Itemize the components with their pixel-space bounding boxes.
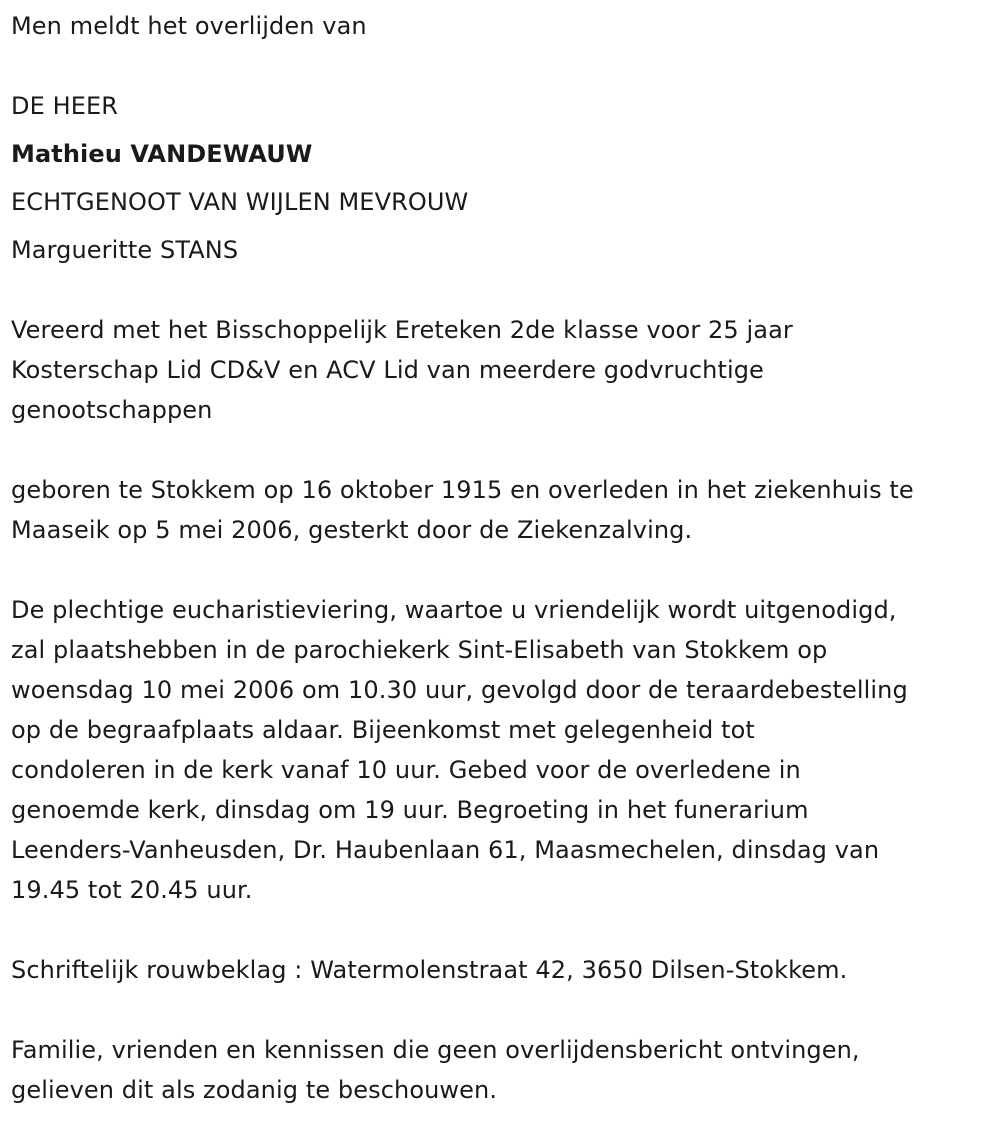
ceremony-line: zal plaatshebben in de parochiekerk Sint-Elisabeth van Stokkem op bbox=[11, 636, 828, 664]
spouse-label: ECHTGENOOT VAN WIJLEN MEVROUW bbox=[11, 188, 469, 216]
spouse-name: Margueritte STANS bbox=[11, 236, 239, 264]
ceremony-line: woensdag 10 mei 2006 om 10.30 uur, gevolgd door de teraardebestelling bbox=[11, 676, 908, 704]
honors-line: genootschappen bbox=[11, 396, 213, 424]
closing-line: Familie, vrienden en kennissen die geen overlijdensbericht ontvingen, bbox=[11, 1036, 860, 1064]
condolence-address: Schriftelijk rouwbeklag : Watermolenstraat 42, 3650 Dilsen-Stokkem. bbox=[11, 956, 848, 984]
ceremony-line: genoemde kerk, dinsdag om 19 uur. Begroeting in het funerarium bbox=[11, 796, 809, 824]
ceremony-line: 19.45 tot 20.45 uur. bbox=[11, 876, 253, 904]
closing-line: gelieven dit als zodanig te beschouwen. bbox=[11, 1076, 498, 1104]
birth-death-line: geboren te Stokkem op 16 oktober 1915 en overleden in het ziekenhuis te bbox=[11, 476, 914, 504]
ceremony-line: Leenders-Vanheusden, Dr. Haubenlaan 61, Maasmechelen, dinsdag van bbox=[11, 836, 880, 864]
intro-text: Men meldt het overlijden van bbox=[11, 12, 367, 40]
birth-death-line: Maaseik op 5 mei 2006, gesterkt door de Ziekenzalving. bbox=[11, 516, 693, 544]
ceremony-line: op de begraafplaats aldaar. Bijeenkomst met gelegenheid tot bbox=[11, 716, 755, 744]
honors-line: Vereerd met het Bisschoppelijk Ereteken 2de klasse voor 25 jaar bbox=[11, 316, 793, 344]
ceremony-line: condoleren in de kerk vanaf 10 uur. Gebed voor de overledene in bbox=[11, 756, 801, 784]
honors-line: Kosterschap Lid CD&V en ACV Lid van meerdere godvruchtige bbox=[11, 356, 764, 384]
title-text: DE HEER bbox=[11, 92, 119, 120]
ceremony-line: De plechtige eucharistieviering, waartoe u vriendelijk wordt uitgenodigd, bbox=[11, 596, 897, 624]
deceased-name: Mathieu VANDEWAUW bbox=[11, 140, 313, 168]
